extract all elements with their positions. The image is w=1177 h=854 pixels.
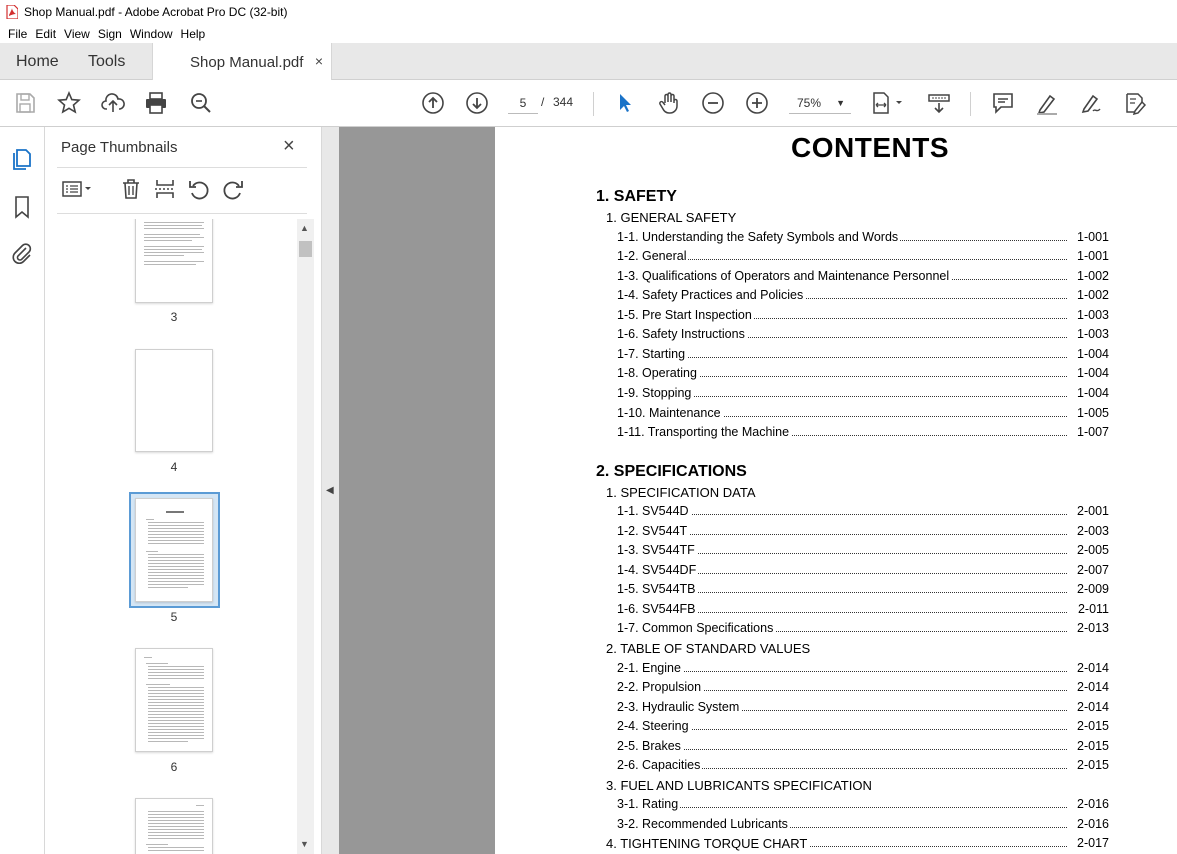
- toc-entry[interactable]: [617, 230, 1109, 247]
- page-thumbnails-panel: [45, 127, 322, 854]
- tab-bar: [0, 43, 1177, 80]
- toc-entry[interactable]: [617, 327, 1109, 344]
- toc-entry-label: 1-2. General: [617, 249, 687, 264]
- toc-entry-label: 1-5. Pre Start Inspection: [617, 307, 752, 322]
- page-thumbnails-icon[interactable]: [10, 147, 34, 171]
- toc-page-number: 1-002: [1073, 288, 1109, 302]
- toc-page-number: 2-007: [1073, 563, 1109, 577]
- toc-page-number: 2-003: [1073, 524, 1109, 538]
- toc-page-number: 2-005: [1073, 543, 1109, 557]
- toc-entry-label: 1-2. SV544T: [617, 523, 688, 538]
- toc-group-heading[interactable]: 1. SPECIFICATION DATA: [606, 484, 756, 500]
- next-page-icon[interactable]: [464, 90, 490, 116]
- scrollbar-thumb[interactable]: [299, 241, 312, 257]
- thumbnail-scrollbar[interactable]: [297, 219, 314, 854]
- tab-home[interactable]: Home: [16, 52, 59, 70]
- page-thumbnail[interactable]: [135, 349, 213, 452]
- toc-entry[interactable]: [617, 269, 1109, 286]
- toc-entry[interactable]: [617, 249, 1109, 266]
- scroll-up-icon[interactable]: ▲: [300, 223, 309, 233]
- toc-leader-dots: [617, 749, 1067, 750]
- divider: [57, 213, 307, 214]
- upload-cloud-icon[interactable]: [100, 90, 126, 116]
- toc-group-heading[interactable]: 2. TABLE OF STANDARD VALUES: [606, 641, 811, 656]
- toc-group-label: 4. TIGHTENING TORQUE CHART: [606, 835, 808, 851]
- toc-entry[interactable]: [617, 406, 1109, 423]
- toc-page-number: 2-014: [1073, 700, 1109, 714]
- toc-entry[interactable]: [617, 504, 1109, 521]
- toc-entry[interactable]: [617, 700, 1109, 717]
- toc-page-number: 2-014: [1073, 680, 1109, 694]
- toc-entry[interactable]: [617, 758, 1109, 775]
- toc-entry-label: 3-1. Rating: [617, 797, 679, 812]
- bookmarks-icon[interactable]: [10, 195, 34, 219]
- panel-collapse-strip[interactable]: [322, 127, 339, 854]
- toc-entry-label: 1-3. Qualifications of Operators and Maintenance Personnel: [617, 268, 950, 283]
- toc-group-heading[interactable]: 3. FUEL AND LUBRICANTS SPECIFICATION: [606, 777, 872, 793]
- toc-entry-label: 1-11. Transporting the Machine: [617, 425, 790, 440]
- total-pages: 344: [553, 95, 574, 109]
- page-fit-icon[interactable]: [870, 90, 906, 116]
- tab-document[interactable]: [152, 43, 332, 81]
- toc-page-number: 1-001: [1073, 249, 1109, 263]
- acrobat-app-icon: [6, 5, 18, 19]
- toc-page-number: 2-009: [1073, 582, 1109, 596]
- toc-page-number: 1-002: [1073, 269, 1109, 283]
- fill-sign-icon[interactable]: [1122, 90, 1148, 116]
- toc-leader-dots: [617, 671, 1067, 672]
- toc-page-number: 2-011: [1074, 602, 1109, 616]
- delete-page-icon[interactable]: [119, 177, 143, 201]
- toc-entry[interactable]: [617, 602, 1109, 619]
- menu-bar: [0, 24, 1177, 43]
- toc-page-number: 2-015: [1073, 758, 1109, 772]
- hand-tool-icon[interactable]: [656, 90, 682, 116]
- window-title: Shop Manual.pdf - Adobe Acrobat Pro DC (32-bit): [24, 5, 288, 19]
- tab-close-icon[interactable]: ×: [314, 53, 323, 69]
- toc-entry[interactable]: [617, 739, 1109, 756]
- toc-page-number: 1-004: [1073, 386, 1109, 400]
- toc-entry-label: 2-2. Propulsion: [617, 680, 702, 695]
- toc-group-heading[interactable]: 1. GENERAL SAFETY: [606, 210, 737, 225]
- toc-entry-label: 1-1. SV544D: [617, 504, 689, 519]
- document-viewer: [339, 127, 1177, 854]
- toc-entry[interactable]: [617, 524, 1109, 541]
- highlight-pen-icon[interactable]: [1034, 90, 1060, 116]
- toc-page-number: 2-016: [1073, 797, 1109, 811]
- toc-entry[interactable]: [617, 582, 1109, 599]
- comment-icon[interactable]: [990, 90, 1016, 116]
- toc-entry[interactable]: [617, 386, 1109, 403]
- menu-sign[interactable]: Sign: [97, 26, 122, 41]
- menu-edit[interactable]: Edit: [35, 26, 57, 41]
- toc-page-number: 2-017: [1073, 836, 1109, 850]
- toc-entry[interactable]: [617, 288, 1109, 305]
- pdf-page: [495, 127, 1177, 854]
- toolbar-divider: [593, 92, 594, 116]
- page-thumbnail[interactable]: [135, 798, 213, 854]
- attachments-icon[interactable]: [10, 241, 34, 265]
- menu-window[interactable]: Window: [129, 26, 173, 41]
- toc-entry-label: 1-8. Operating: [617, 366, 697, 381]
- toc-entry[interactable]: [617, 661, 1109, 678]
- tab-document-label: Shop Manual.pdf: [190, 53, 304, 71]
- toc-entry-label: 2-5. Brakes: [617, 738, 681, 753]
- toc-page-number: 1-003: [1073, 308, 1109, 322]
- toc-entry[interactable]: [617, 563, 1109, 580]
- toolbar-divider: [970, 92, 971, 116]
- toc-entry-label: 1-4. Safety Practices and Policies: [617, 288, 804, 303]
- toc-page-number: 2-016: [1073, 817, 1109, 831]
- main-toolbar: [0, 80, 1177, 127]
- toc-entry-label: 1-6. Safety Instructions: [617, 327, 745, 342]
- toc-entry-label: 1-5. SV544TB: [617, 582, 696, 597]
- rotate-counterclockwise-icon[interactable]: [187, 177, 211, 201]
- toc-page-number: 2-013: [1073, 621, 1109, 635]
- rotate-clockwise-icon[interactable]: [221, 177, 245, 201]
- sign-pen-icon[interactable]: [1078, 90, 1104, 116]
- divider: [57, 167, 307, 168]
- toc-section-heading[interactable]: 1. SAFETY: [596, 188, 677, 205]
- toc-page-number: 2-001: [1073, 504, 1109, 518]
- panel-close-icon[interactable]: ×: [283, 135, 295, 157]
- contents-heading: CONTENTS: [791, 132, 949, 163]
- toc-entry-label: 2-6. Capacities: [617, 758, 701, 773]
- scroll-mode-icon[interactable]: [926, 90, 952, 116]
- toc-leader-dots: [617, 807, 1067, 808]
- toc-section-heading[interactable]: 2. SPECIFICATIONS: [596, 462, 747, 480]
- thumbnail-list: [45, 219, 300, 854]
- toc-entry-label: 1-3. SV544TF: [617, 543, 695, 558]
- print-icon[interactable]: [143, 90, 169, 116]
- zoom-level-value: 75%: [797, 96, 822, 110]
- page-separator: /: [541, 95, 545, 109]
- zoom-in-icon[interactable]: [744, 90, 770, 116]
- toc-entry[interactable]: [617, 621, 1109, 638]
- bookmark-star-icon[interactable]: [56, 90, 82, 116]
- toc-entry-label: 1-4. SV544DF: [617, 562, 697, 577]
- toc-page-number: 2-014: [1073, 661, 1109, 675]
- toc-entry[interactable]: [617, 797, 1109, 814]
- panel-title: Page Thumbnails: [61, 139, 178, 156]
- toc-entry-label: 1-10. Maintenance: [617, 405, 721, 420]
- scroll-down-icon[interactable]: ▼: [300, 839, 309, 849]
- title-bar: [0, 0, 1177, 24]
- toc-entry[interactable]: [617, 680, 1109, 697]
- toc-page-number: 1-005: [1073, 406, 1109, 420]
- save-icon[interactable]: [12, 90, 38, 116]
- page-thumbnail[interactable]: [135, 648, 213, 752]
- toc-entry-label: 2-1. Engine: [617, 660, 681, 675]
- toc-page-number: 1-004: [1073, 347, 1109, 361]
- collapse-left-icon[interactable]: ◀: [326, 485, 334, 496]
- toc-entry-label: 1-1. Understanding the Safety Symbols and Words: [617, 229, 899, 244]
- thumbnail-page-label: 6: [170, 760, 178, 774]
- thumbnail-page-label: 4: [170, 460, 178, 474]
- toc-entry-label: 2-3. Hydraulic System: [617, 699, 740, 714]
- thumbnail-page-label: 5: [170, 610, 178, 624]
- menu-view[interactable]: View: [64, 26, 90, 41]
- toc-page-number: 2-015: [1073, 719, 1109, 733]
- toc-entry-label: 1-7. Starting: [617, 346, 686, 361]
- toc-entry[interactable]: [617, 425, 1109, 442]
- left-nav-rail: [0, 127, 45, 854]
- toc-entry[interactable]: [617, 366, 1109, 383]
- page-number-input[interactable]: 5: [508, 92, 538, 114]
- toc-entry[interactable]: [617, 817, 1109, 834]
- toc-page-number: 1-007: [1073, 425, 1109, 439]
- toc-entry-label: 1-9. Stopping: [617, 385, 692, 400]
- toc-entry-label: 3-2. Recommended Lubricants: [617, 816, 788, 831]
- insert-page-icon[interactable]: [153, 177, 177, 201]
- menu-help[interactable]: Help: [180, 26, 206, 41]
- toc-entry[interactable]: [617, 543, 1109, 560]
- toc-page-number: 1-001: [1073, 230, 1109, 244]
- zoom-level-select[interactable]: [789, 92, 851, 114]
- toc-entry[interactable]: [617, 308, 1109, 325]
- toc-page-number: 1-003: [1073, 327, 1109, 341]
- previous-page-icon[interactable]: [420, 90, 446, 116]
- zoom-out-icon[interactable]: [700, 90, 726, 116]
- toc-entry-label: 1-6. SV544FB: [617, 601, 696, 616]
- options-menu-icon[interactable]: [61, 177, 97, 201]
- zoom-search-icon[interactable]: [188, 90, 214, 116]
- menu-file[interactable]: File: [8, 26, 28, 41]
- tab-tools[interactable]: Tools: [88, 52, 126, 70]
- chevron-down-icon: ▼: [836, 98, 845, 108]
- toc-page-number: 2-015: [1073, 739, 1109, 753]
- select-cursor-icon[interactable]: [612, 90, 638, 116]
- toc-entry-label: 1-7. Common Specifications: [617, 621, 774, 636]
- thumbnail-page-label: 3: [170, 310, 178, 324]
- panel-toolbar: [57, 175, 307, 203]
- toc-entry[interactable]: [617, 347, 1109, 364]
- page-thumbnail-selected[interactable]: [135, 498, 213, 602]
- toc-entry-label: 2-4. Steering: [617, 719, 689, 734]
- page-thumbnail[interactable]: [135, 219, 213, 303]
- toc-entry[interactable]: [617, 719, 1109, 736]
- toc-page-number: 1-004: [1073, 366, 1109, 380]
- toc-entry[interactable]: [606, 836, 1109, 853]
